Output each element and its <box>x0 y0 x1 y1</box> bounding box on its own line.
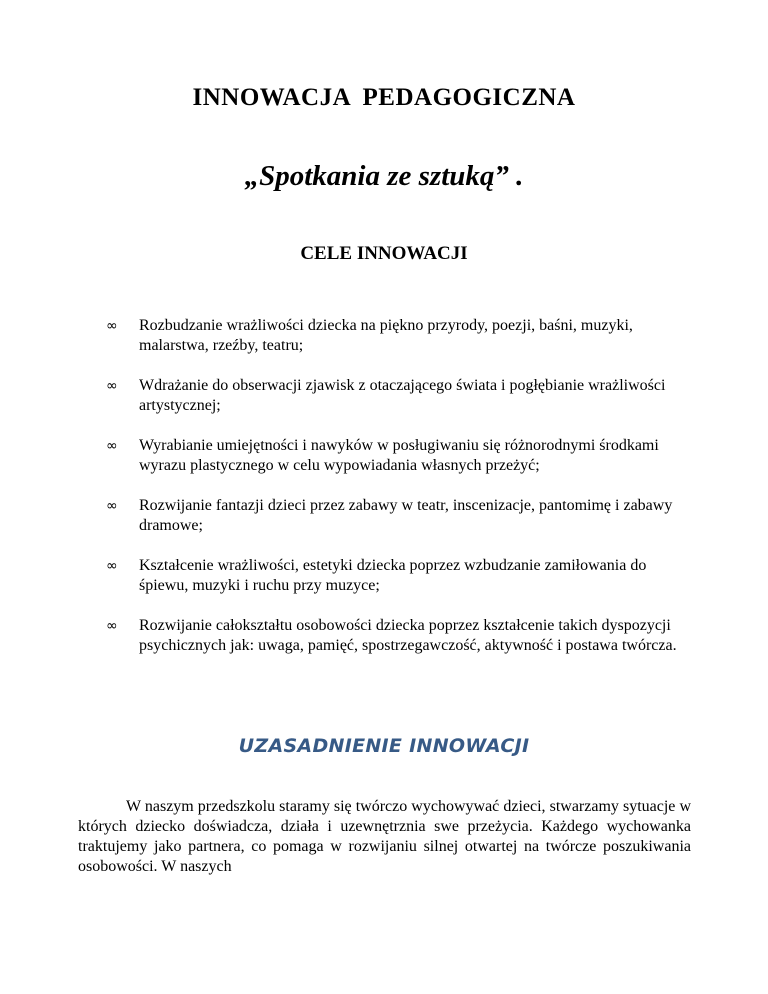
goal-text: Wyrabianie umiejętności i nawyków w posługiwaniu się różnorodnymi środkami wyrazu plastycznego w celu wypowiadania własnych przeżyć; <box>139 437 659 474</box>
goal-text: Rozwijanie fantazji dzieci przez zabawy w teatr, inscenizacje, pantomimę i zabawy dramowe; <box>139 497 673 534</box>
justification-heading: UZASADNIENIE INNOWACJI <box>238 735 530 757</box>
goal-item <box>106 616 686 656</box>
goal-item <box>106 436 686 476</box>
goal-text: Kształcenie wrażliwości, estetyki dziecka poprzez wzbudzanie zamiłowania do śpiewu, muzyki i ruchu przy muzyce; <box>139 557 647 594</box>
document-subtitle: „Spotkania ze sztuką” . <box>244 160 524 192</box>
infinity-bullet-icon: ∞ <box>106 378 118 394</box>
goal-text: Wdrażanie do obserwacji zjawisk z otaczającego świata i pogłębianie wrażliwości artystycznej; <box>139 377 666 414</box>
goals-list <box>106 316 686 676</box>
infinity-bullet-icon: ∞ <box>106 618 118 634</box>
infinity-bullet-icon: ∞ <box>106 498 118 514</box>
goal-text: Rozwijanie całokształtu osobowości dziecka poprzez kształcenie takich dyspozycji psychicznych jak: uwaga, pamięć, spostrzegawczość, aktywność i postawa twórcza. <box>139 617 677 654</box>
infinity-bullet-icon: ∞ <box>106 318 118 334</box>
infinity-bullet-icon: ∞ <box>106 438 118 454</box>
goals-heading: CELE INNOWACJI <box>300 243 468 264</box>
goal-item <box>106 376 686 416</box>
justification-paragraph: W naszym przedszkolu staramy się twórczo wychowywać dzieci, stwarzamy sytuacje w których dziecko doświadcza, działa i uzewnętrznia swe przeżycia. Każdego wychowanka traktujemy jako partnera, co pomaga w rozwijaniu silnej otwartej na twórcze poszukiwania osobowości. W naszych <box>78 798 691 875</box>
goal-item <box>106 496 686 536</box>
goal-text: Rozbudzanie wrażliwości dziecka na piękno przyrody, poezji, baśni, muzyki, malarstwa, rzeźby, teatru; <box>139 317 633 354</box>
goal-item <box>106 316 686 356</box>
goal-item <box>106 556 686 596</box>
document-title: INNOWACJA PEDAGOGICZNA <box>192 84 576 111</box>
infinity-bullet-icon: ∞ <box>106 558 118 574</box>
